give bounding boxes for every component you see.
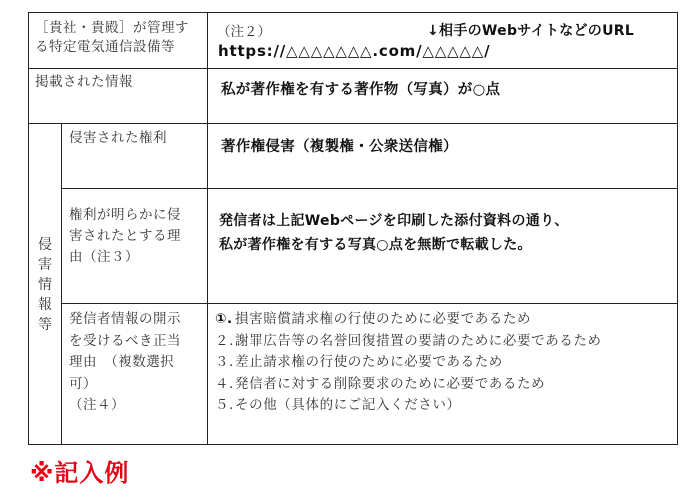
option-text: 謝罪広告等の名誉回復措置の要請のために必要であるため	[235, 332, 602, 349]
sample-entry-stamp: ※記入例	[30, 459, 130, 487]
disclosure-label-line5: （注４）	[69, 397, 125, 413]
reason-value	[219, 209, 569, 257]
disclosure-option-3[interactable]	[215, 352, 602, 374]
disclosure-option-5[interactable]	[215, 395, 602, 417]
rule-after-provider	[29, 68, 677, 69]
disclosure-label	[69, 309, 181, 417]
option-number: ①.	[215, 311, 233, 327]
option-text: その他（具体的にご記入ください）	[235, 397, 461, 413]
side-char-2: 害	[38, 257, 52, 273]
reason-label	[69, 205, 181, 268]
option-text: 差止請求権の行使のために必要であるため	[235, 354, 503, 370]
side-char-5: 等	[38, 317, 52, 333]
provider-label-line2: る特定電気通信設備等	[35, 39, 175, 55]
disclosure-option-1[interactable]	[215, 309, 602, 331]
side-char-3: 情	[38, 277, 52, 293]
rule-after-right	[61, 188, 677, 189]
rule-after-reason	[61, 303, 677, 304]
reason-label-line3: 由（注３）	[69, 249, 139, 265]
option-number: ３．	[215, 354, 244, 370]
reason-label-line1: 権利が明らかに侵	[69, 207, 181, 223]
disclosure-label-line4: 可）	[69, 375, 97, 392]
provider-note: （注２）	[217, 24, 271, 40]
side-char-4: 報	[38, 297, 52, 313]
disclosure-options	[215, 309, 602, 417]
disclosure-request-form	[28, 12, 678, 445]
infringement-info-side-label	[29, 235, 61, 335]
url-hint: ↓相手のWebサイトなどのURL	[427, 23, 635, 39]
rule-label-divider	[207, 13, 208, 444]
disclosure-label-line3: 理由 （複数選択	[69, 354, 175, 370]
option-text: 損害賠償請求権の行使のために必要であるため	[235, 311, 532, 327]
info-value: 私が著作権を有する著作物（写真）が○点	[221, 82, 501, 98]
right-value: 著作権侵害（複製権・公衆送信権）	[221, 139, 458, 155]
disclosure-label-line1: 発信者情報の開示	[69, 311, 181, 327]
provider-label-line1: ［貴社・貴殿］が管理す	[35, 20, 189, 36]
disclosure-option-2[interactable]	[215, 331, 602, 353]
reason-value-line1: 発信者は上記Webページを印刷した添付資料の通り、	[219, 213, 569, 229]
option-number: ５．	[215, 397, 244, 413]
rule-side-divider	[61, 123, 62, 444]
reason-value-line2: 私が著作権を有する写真○点を無断で転載した。	[219, 237, 532, 253]
reason-label-line2: 害されたとする理	[69, 228, 181, 244]
right-label: 侵害された権利	[69, 130, 167, 146]
provider-label	[35, 19, 189, 57]
option-number: ２．	[215, 332, 244, 349]
infringing-url: https://△△△△△△△.com/△△△△△/	[218, 42, 491, 60]
info-label: 掲載された情報	[35, 74, 133, 90]
option-text: 発信者に対する削除要求のために必要であるため	[235, 375, 546, 392]
side-char-1: 侵	[38, 237, 52, 253]
disclosure-label-line2: を受けるべき正当	[69, 332, 181, 349]
disclosure-option-4[interactable]	[215, 374, 602, 396]
option-number: ４．	[215, 375, 244, 392]
rule-after-info	[29, 123, 677, 124]
